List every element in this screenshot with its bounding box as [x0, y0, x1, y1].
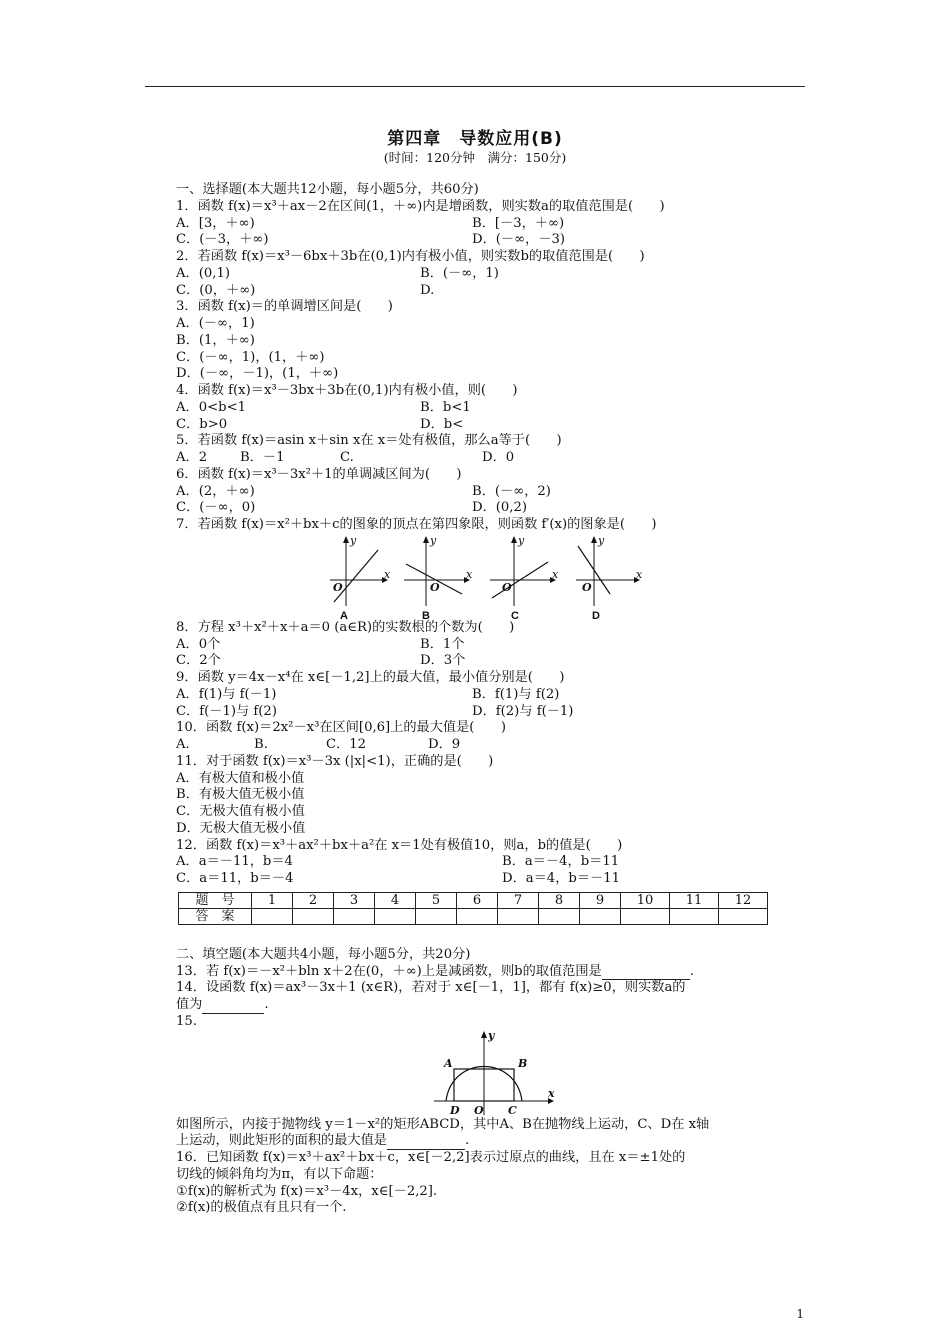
answer-table-number: 2: [293, 892, 334, 908]
q15-label-d: D: [450, 1103, 460, 1117]
exam-content: [176, 182, 806, 1217]
q1-option-b: B．[－3，＋∞): [472, 215, 565, 231]
q7b-origin: O: [430, 580, 440, 594]
answer-table-number: 11: [670, 892, 719, 908]
q9-option-d: D．f(2)与 f(－1): [472, 703, 574, 719]
q8-stem: 8．方程 x³＋x²＋x＋a＝0 (a∈R)的实数根的个数为( ): [176, 619, 515, 635]
answer-cell[interactable]: [457, 908, 498, 924]
q15-label-a: A: [444, 1056, 453, 1070]
q15-label-o: O: [474, 1103, 484, 1117]
q15-label-c: C: [508, 1103, 517, 1117]
q14-stem-line2: 值为 .: [176, 997, 269, 1012]
q7-graph-c: [490, 536, 559, 620]
q7-graph-b: [404, 536, 473, 620]
answer-table-number: 5: [416, 892, 457, 908]
q12-option-c: C．a＝11，b＝－4: [176, 871, 294, 886]
q8-option-a: A．0个: [176, 636, 221, 652]
q7-graph-d: [576, 536, 643, 620]
q8-option-b: B．1个: [420, 636, 465, 652]
answer-table: [178, 892, 768, 925]
answer-table-answer-row: [179, 908, 768, 924]
q6-option-c: C．(－∞，0): [176, 500, 256, 516]
q3-option-a: A．(－∞，1): [176, 316, 255, 331]
q7d-origin: O: [582, 580, 592, 594]
q10-option-c: C．12: [326, 737, 367, 752]
q12-option-a: A．a＝－11，b＝4: [176, 854, 293, 870]
q5-option-b: B．－1: [240, 450, 285, 465]
page-subtitle: (时间：120分钟 满分：150分): [383, 150, 567, 165]
q1-option-c: C．(－3，＋∞): [176, 232, 269, 248]
section1-heading: 一、选择题(本大题共12小题，每小题5分，共60分): [176, 182, 479, 197]
q15-parabola-svg: [430, 1031, 560, 1117]
section2-heading: 二、填空题(本大题共4小题，每小题5分，共20分): [176, 946, 471, 962]
answer-cell[interactable]: [375, 908, 416, 924]
q1-option-a: A．[3，＋∞): [176, 215, 255, 231]
q12-stem: 12．函数 f(x)＝x³＋ax²＋bx＋a²在 x＝1处有极值10，则a，b的值是( ): [176, 837, 623, 853]
q4-option-b: B．b<1: [420, 399, 471, 415]
q12-option-d: D．a＝4，b＝－11: [502, 871, 620, 886]
answer-table-row2-label: 答 案: [179, 908, 252, 924]
answer-cell[interactable]: [416, 908, 457, 924]
q7c-origin: O: [502, 580, 512, 594]
q5-option-d: D．0: [482, 450, 515, 465]
q9-option-b: B．f(1)与 f(2): [472, 686, 560, 702]
q2-option-b: B．(－∞，1): [420, 265, 499, 281]
q7d-y-label: y: [598, 535, 605, 547]
q7a-x-label: x: [384, 567, 391, 581]
answer-cell[interactable]: [719, 908, 768, 924]
q6-option-b: B．(－∞，2): [472, 483, 551, 499]
q16-stem-line2: 切线的倾斜角均为π，有以下命题：: [176, 1166, 383, 1182]
header-rule: [145, 86, 805, 87]
q2-stem: 2．若函数 f(x)＝x³－6bx＋3b在(0,1)内有极小值，则实数b的取值范围是( ): [176, 249, 645, 264]
q7c-y-label: y: [518, 535, 525, 547]
q15-stem-line1: 如图所示，内接于抛物线 y＝1－x²的矩形ABCD，其中A、B在抛物线上运动，C、D在 x轴: [176, 1116, 710, 1132]
q7b-y-label: y: [430, 535, 437, 547]
answer-cell[interactable]: [539, 908, 580, 924]
q15-x-label: x: [548, 1086, 555, 1100]
q10-option-a: A.: [176, 737, 190, 752]
q7-stem: 7．若函数 f(x)＝x²＋bx＋c的图象的顶点在第四象限，则函数 f′(x)的图象是( ): [176, 517, 657, 532]
answer-cell[interactable]: [252, 908, 293, 924]
q13-stem: 13．若 f(x)＝－x²＋bln x＋2在(0，＋∞)上是减函数，则b的取值范围是 .: [176, 963, 694, 979]
q9-option-c: C．f(－1)与 f(2): [176, 703, 277, 719]
answer-table-number: 1: [252, 892, 293, 908]
q16-stem-line1: 16．已知函数 f(x)＝x³＋ax²＋bx＋c，x∈[－2,2]表示过原点的曲线，且在 x＝±1处的: [176, 1150, 686, 1165]
q8-option-d: D．3个: [420, 653, 466, 669]
q9-option-a: A．f(1)与 f(－1): [176, 686, 277, 702]
q15-number: 15.: [176, 1013, 197, 1029]
q7a-y-label: y: [350, 535, 357, 547]
q7d-x-label: x: [636, 567, 643, 581]
q11-option-b: B．有极大值无极小值: [176, 787, 305, 803]
q1-stem: 1．函数 f(x)＝x³＋ax－2在区间(1，＋∞)内是增函数，则实数a的取值范围是( ): [176, 198, 665, 214]
q7-label-d: D: [592, 609, 600, 620]
q3-option-d: D．(－∞，－1)，(1，＋∞): [176, 366, 339, 382]
q3-option-b: B．(1，＋∞): [176, 332, 255, 348]
q4-option-d: D．b<: [420, 416, 464, 432]
answer-table-number-row: [179, 892, 768, 908]
q6-option-d: D．(0,2): [472, 500, 528, 516]
answer-cell[interactable]: [334, 908, 375, 924]
answer-table-number: 7: [498, 892, 539, 908]
answer-table-number: 8: [539, 892, 580, 908]
q11-option-c: C．无极大值有极小值: [176, 804, 305, 819]
q3-option-c: C．(－∞，1)，(1，＋∞): [176, 349, 325, 365]
q7-graphs-svg: [316, 536, 656, 620]
q7-label-b: B: [422, 609, 430, 620]
q4-option-c: C．b>0: [176, 416, 228, 432]
answer-table-number: 12: [719, 892, 768, 908]
q15-y-label: y: [488, 1030, 495, 1042]
answer-cell[interactable]: [498, 908, 539, 924]
q11-option-d: D．无极大值无极小值: [176, 820, 306, 836]
answer-table-number: 4: [375, 892, 416, 908]
q16-proposition-1: ①f(x)的解析式为 f(x)＝x³－4x，x∈[－2,2].: [176, 1183, 438, 1199]
q7-label-c: C: [511, 609, 519, 620]
q7-graph-a: [330, 536, 391, 620]
q11-option-a: A．有极大值和极小值: [176, 770, 305, 786]
q8-option-c: C．2个: [176, 653, 221, 669]
q10-option-d: D．9: [428, 737, 461, 752]
q9-stem: 9．函数 y＝4x－x⁴在 x∈[－1,2]上的最大值，最小值分别是( ): [176, 670, 565, 685]
answer-cell[interactable]: [580, 908, 621, 924]
q7a-origin: O: [333, 580, 343, 594]
q6-stem: 6．函数 f(x)＝x³－3x²＋1的单调减区间为( ): [176, 466, 462, 482]
q16-proposition-2: ②f(x)的极值点有且只有一个.: [176, 1200, 347, 1216]
q15-figure: [176, 1031, 806, 1117]
q7c-x-label: x: [552, 567, 559, 581]
q7b-x-label: x: [466, 567, 473, 581]
answer-table-number: 3: [334, 892, 375, 908]
q2-option-c: C．(0，＋∞): [176, 282, 256, 298]
q7-label-a: A: [340, 609, 348, 620]
answer-table-number: 6: [457, 892, 498, 908]
page-title: 第四章 导数应用(B): [387, 129, 563, 149]
q14-stem-line1: 14．设函数 f(x)＝ax³－3x＋1 (x∈R)，若对于 x∈[－1，1]，都有 f(x)≥0，则实数a的: [176, 980, 686, 996]
q6-option-a: A．(2，＋∞): [176, 483, 255, 499]
q1-option-d: D．(－∞，－3): [472, 232, 565, 248]
q5-option-c: C.: [340, 450, 354, 465]
answer-table-row1-label: 题 号: [179, 892, 252, 908]
answer-cell[interactable]: [621, 908, 670, 924]
q15-label-b: B: [518, 1056, 528, 1070]
answer-table-number: 10: [621, 892, 670, 908]
answer-cell[interactable]: [670, 908, 719, 924]
q5-option-a: A．2: [176, 450, 208, 465]
q7-figure: [176, 536, 806, 620]
answer-cell[interactable]: [293, 908, 334, 924]
q2-option-d: D.: [420, 282, 435, 298]
q11-stem: 11．对于函数 f(x)＝x³－3x (|x|<1)，正确的是( ): [176, 753, 494, 769]
q12-option-b: B．a＝－4，b＝11: [502, 854, 620, 870]
answer-table-number: 9: [580, 892, 621, 908]
page-number: 1: [796, 1307, 804, 1321]
q2-option-a: A．(0,1): [176, 265, 230, 281]
q4-option-a: A．0<b<1: [176, 399, 247, 415]
q10-stem: 10．函数 f(x)＝2x²－x³在区间[0,6]上的最大值是( ): [176, 720, 506, 736]
q3-stem: 3．函数 f(x)＝的单调增区间是( ): [176, 299, 393, 315]
q5-stem: 5．若函数 f(x)＝asin x＋sin x在 x＝处有极值，那么a等于( ): [176, 433, 562, 449]
q15-stem-line2: 上运动，则此矩形的面积的最大值是 .: [176, 1133, 470, 1149]
q4-stem: 4．函数 f(x)＝x³－3bx＋3b在(0,1)内有极小值，则( ): [176, 383, 518, 398]
q10-option-b: B.: [254, 737, 268, 752]
